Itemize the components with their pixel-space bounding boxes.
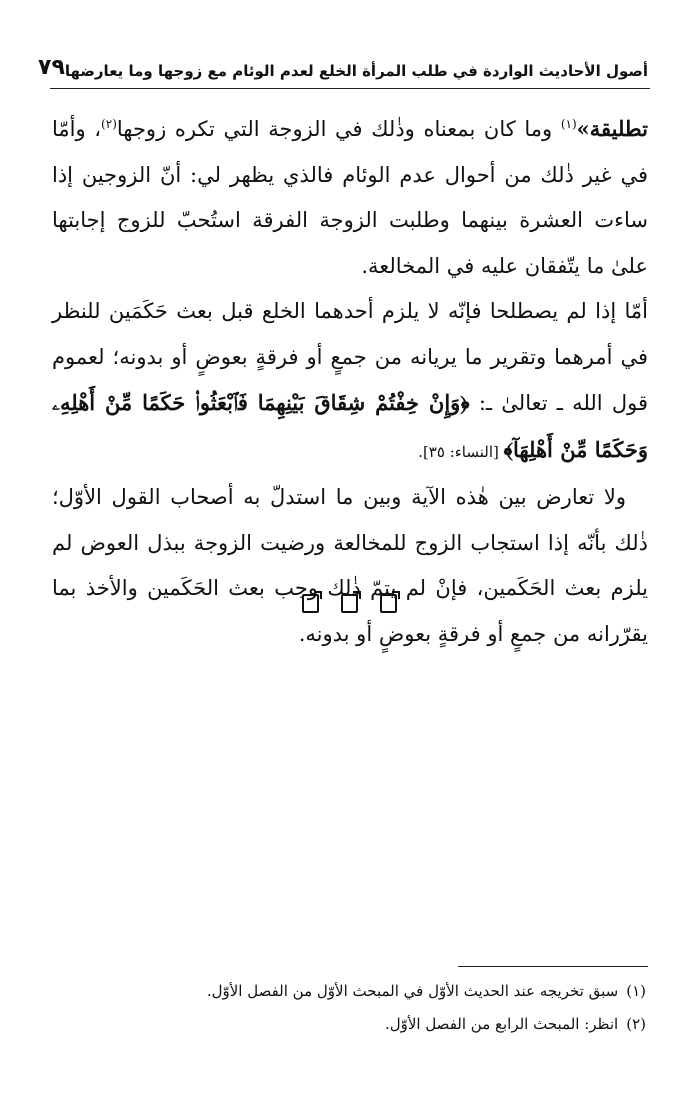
footnotes	[52, 975, 646, 1041]
section-end-ornament	[0, 594, 698, 617]
paragraph-3-text: ولا تعارض بين هٰذه الآية وبين ما استدلّ به أصحاب القول الأوّل؛ ذٰلك بأنّه إذا استجاب الزوج للمخالعة ورضيت الزوجة ببذل العوض لم يلزم بعث الحَكَمين، فإنْ لم يتمّ ذٰلك وجب بعث الحَكَمين والأخذ بما يقرّرانه من جمعٍ أو فرقةٍ بعوضٍ أو بدونه.	[52, 485, 648, 646]
footnote-number: (١)	[626, 982, 646, 1000]
paragraph-1-text-a: وما كان بمعناه وذٰلك في الزوجة التي تكره زوجها	[116, 117, 561, 141]
verse-reference: [النساء: ٣٥].	[418, 442, 504, 461]
footnote-rule	[458, 966, 648, 967]
ornament-square-icon	[341, 594, 358, 613]
footnote-ref-1: (١)	[560, 117, 577, 131]
header-rule	[50, 88, 650, 89]
page-number: ٧٩	[38, 55, 65, 80]
ornament-square-icon	[380, 594, 397, 613]
footnote-ref-2: (٢)	[101, 117, 117, 131]
footnote-1	[52, 975, 646, 1008]
footnote-text: سبق تخريجه عند الحديث الأوّل في المبحث الأوّل من الفصل الأوّل.	[206, 982, 619, 1000]
ornament-square-icon	[302, 594, 319, 613]
paragraph-1	[52, 106, 648, 289]
bold-term: تطليقة»	[576, 116, 649, 141]
running-header	[38, 50, 648, 80]
footnote-2	[52, 1008, 646, 1041]
paragraph-2	[52, 289, 648, 475]
paragraph-2-text: أمّا إذا لم يصطلحا فإنّه لا يلزم أحدهما الخلع قبل بعث حَكَمَين للنظر في أمرهما وتقرير ما يريانه من جمعٍ أو فرقةٍ بعوضٍ أو بدونه؛ لعموم قول الله ـ تعالىٰ ـ:	[52, 299, 649, 415]
main-text	[52, 106, 648, 657]
paragraph-3	[52, 475, 648, 657]
quran-verse: ﴿وَإِنْ خِفْتُمْ شِقَاقَ بَيْنِهِمَا فَٱبْعَثُوا۟ حَكَمًا مِّنْ أَهْلِهِۦ وَحَكَمًا مِّنْ أَهْلِهَآ﴾	[52, 390, 648, 462]
footnote-number: (٢)	[626, 1015, 646, 1033]
header-title: أصول الأحاديث الواردة في طلب المرأة الخلع لعدم الوئام مع زوجها وما يعارضها	[64, 62, 648, 80]
footnote-text: انظر: المبحث الرابع من الفصل الأوّل.	[384, 1015, 619, 1033]
paragraph-1-text-b: ، وأمّا في غير ذٰلك من أحوال عدم الوئام فالذي يظهر لي: أنّ الزوجين إذا ساءت العشرة بينهما وطلبت الزوجة الفرقة استُحبّ للزوج إجابتها علىٰ ما يتّفقان عليه في المخالعة.	[52, 117, 648, 278]
